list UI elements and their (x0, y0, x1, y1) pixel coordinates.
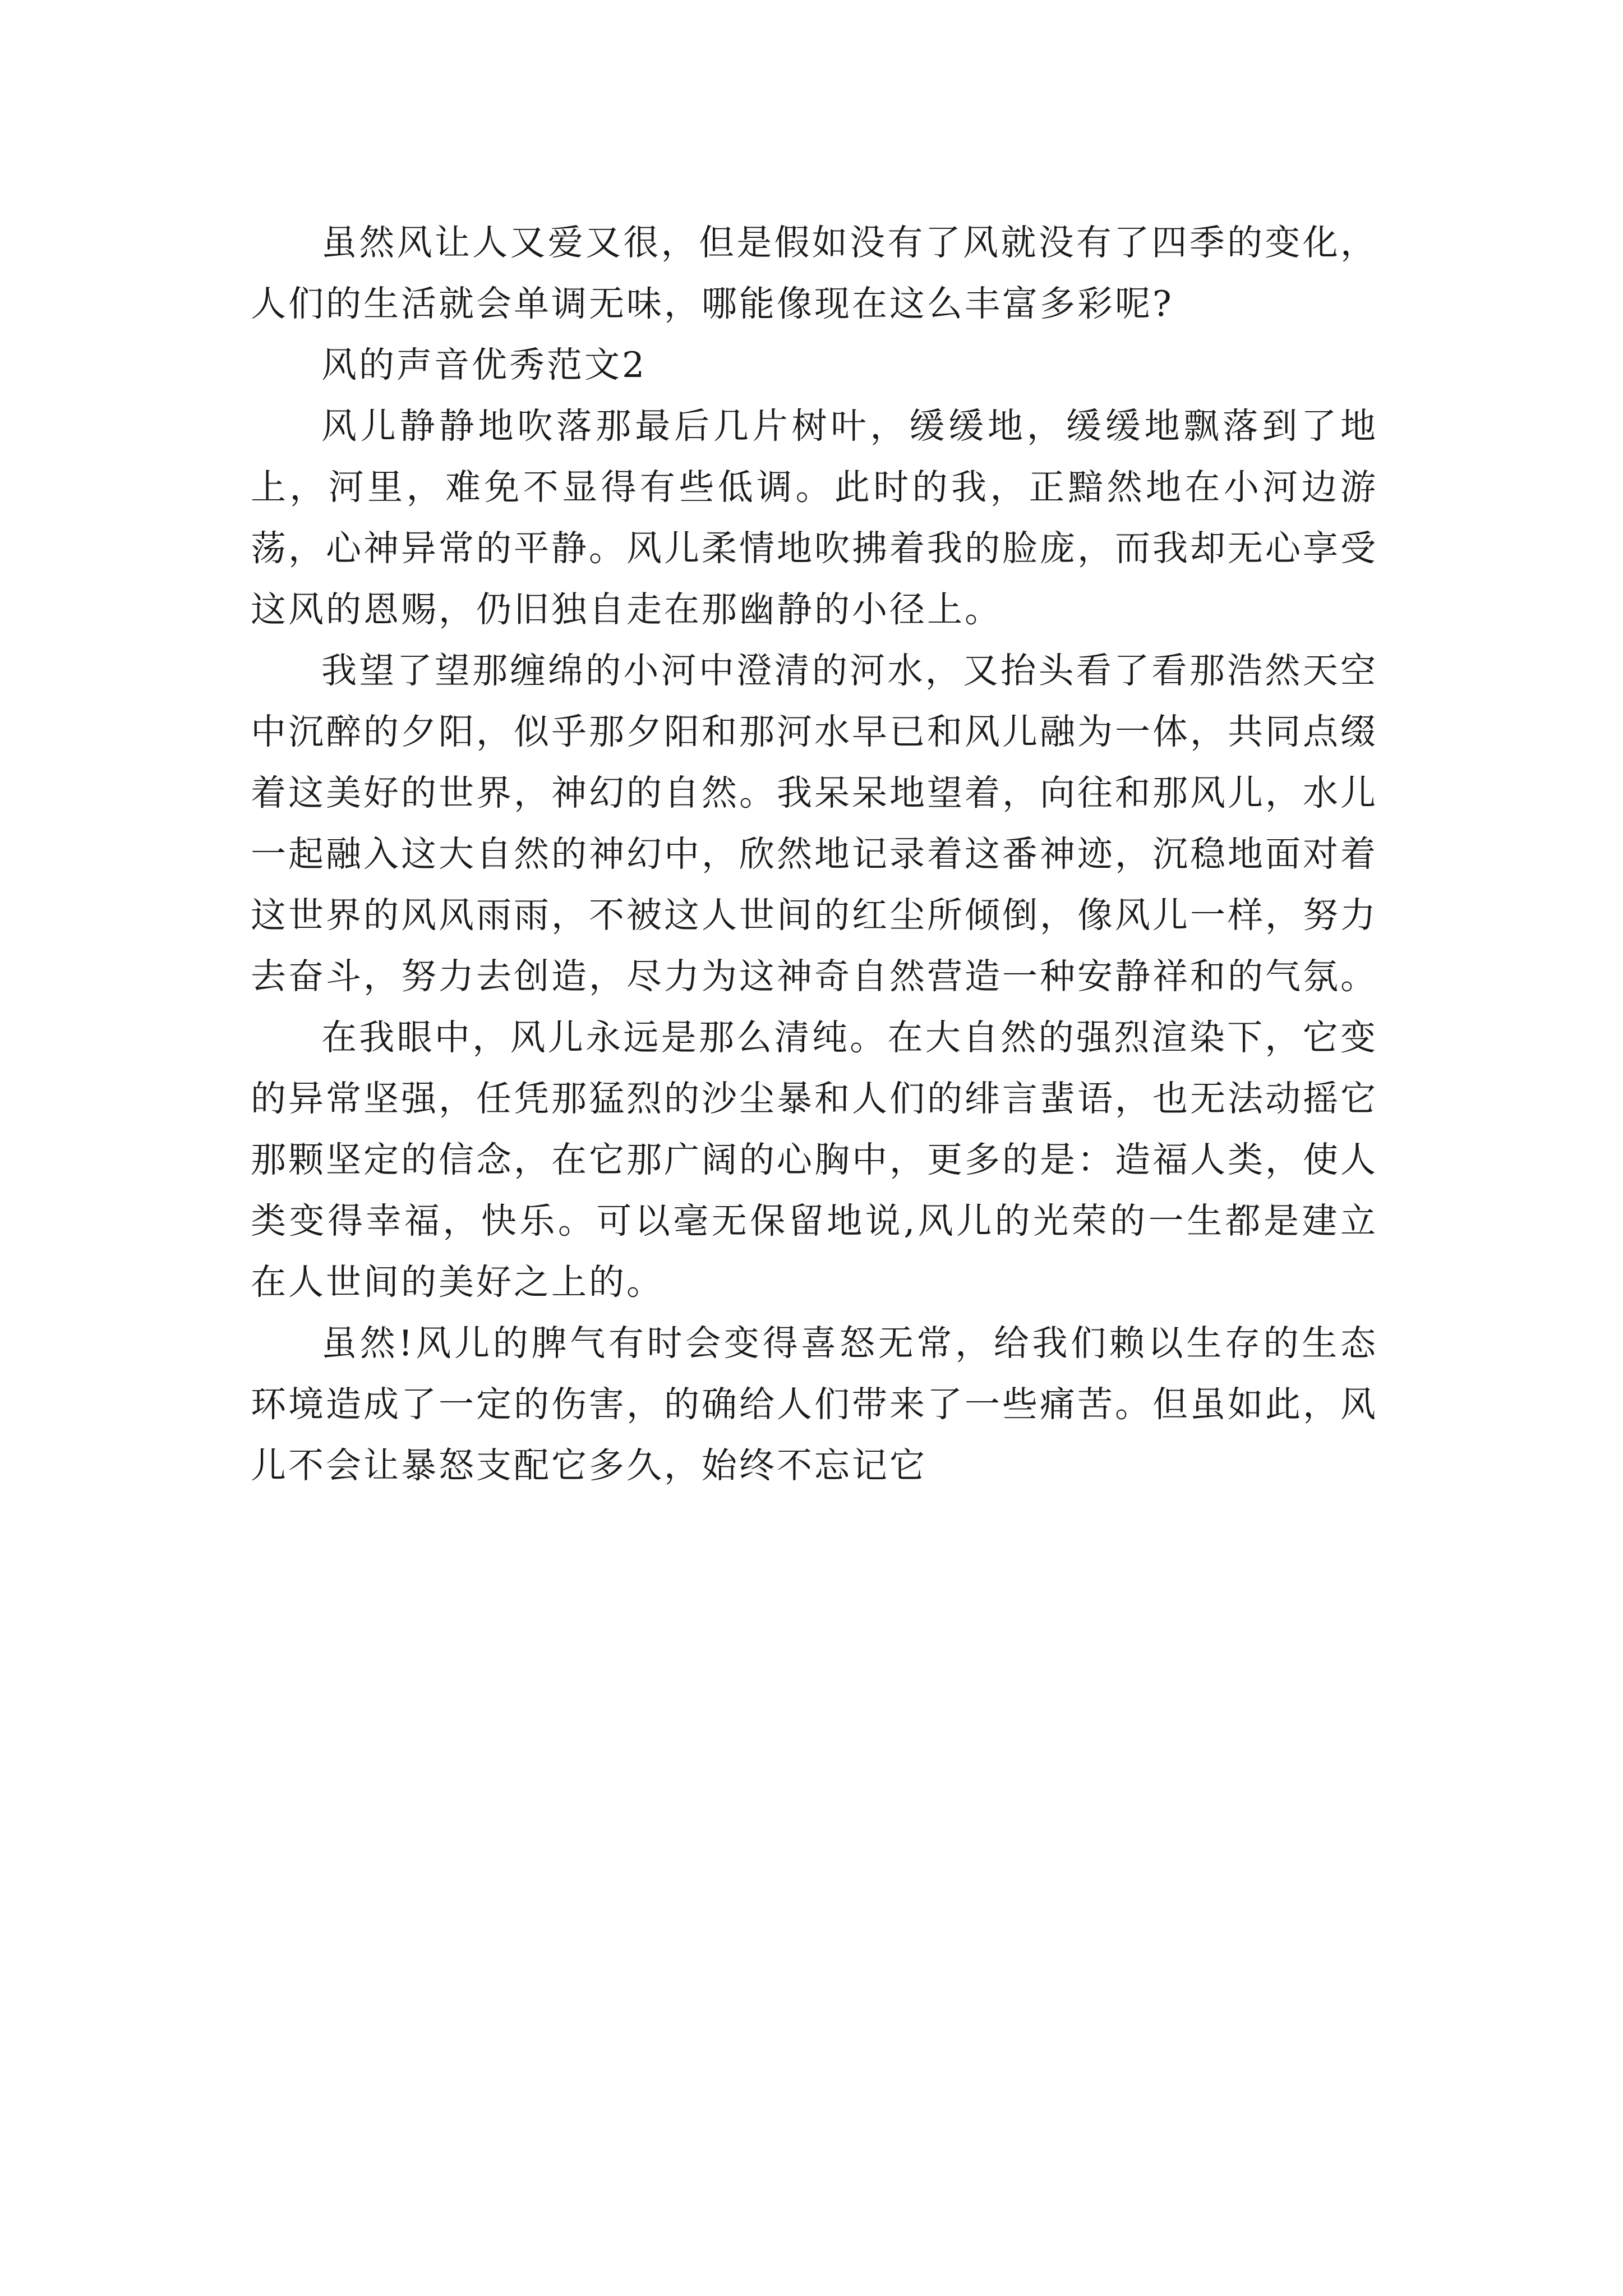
paragraph-intro-ending: 虽然风让人又爱又很，但是假如没有了风就没有了四季的变化，人们的生活就会单调无味，哪能像现在这么丰富多彩呢? (251, 222, 1378, 324)
paragraph-3: 在我眼中，风儿永远是那么清纯。在大自然的强烈渲染下，它变的异常坚强，任凭那猛烈的沙尘暴和人们的绯言蜚语，也无法动摇它那颗坚定的信念，在它那广阔的心胸中，更多的是：造福人类，使人类变得幸福，快乐。可以毫无保留地说,风儿的光荣的一生都是建立在人世间的美好之上的。 (251, 1017, 1378, 1303)
paragraph-1: 风儿静静地吹落那最后几片树叶，缓缓地，缓缓地飘落到了地上，河里，难免不显得有些低调。此时的我，正黯然地在小河边游荡，心神异常的平静。风儿柔情地吹拂着我的脸庞，而我却无心享受这风的恩赐，仍旧独自走在那幽静的小径上。 (251, 406, 1378, 630)
paragraph-2: 我望了望那缠绵的小河中澄清的河水，又抬头看了看那浩然天空中沉醉的夕阳，似乎那夕阳和那河水早已和风儿融为一体，共同点缀着这美好的世界，神幻的自然。我呆呆地望着，向往和那风儿，水儿一起融入这大自然的神幻中，欣然地记录着这番神迹，沉稳地面对着这世界的风风雨雨，不被这人世间的红尘所倾倒，像风儿一样，努力去奋斗，努力去创造，尽力为这神奇自然营造一种安静祥和的气氛。 (251, 650, 1378, 997)
paragraph-4: 虽然!风儿的脾气有时会变得喜怒无常，给我们赖以生存的生态环境造成了一定的伤害，的确给人们带来了一些痛苦。但虽如此，风儿不会让暴怒支配它多久，始终不忘记它 (251, 1323, 1378, 1486)
section-heading: 风的声音优秀范文2 (321, 344, 647, 385)
document-body (251, 212, 1378, 1496)
